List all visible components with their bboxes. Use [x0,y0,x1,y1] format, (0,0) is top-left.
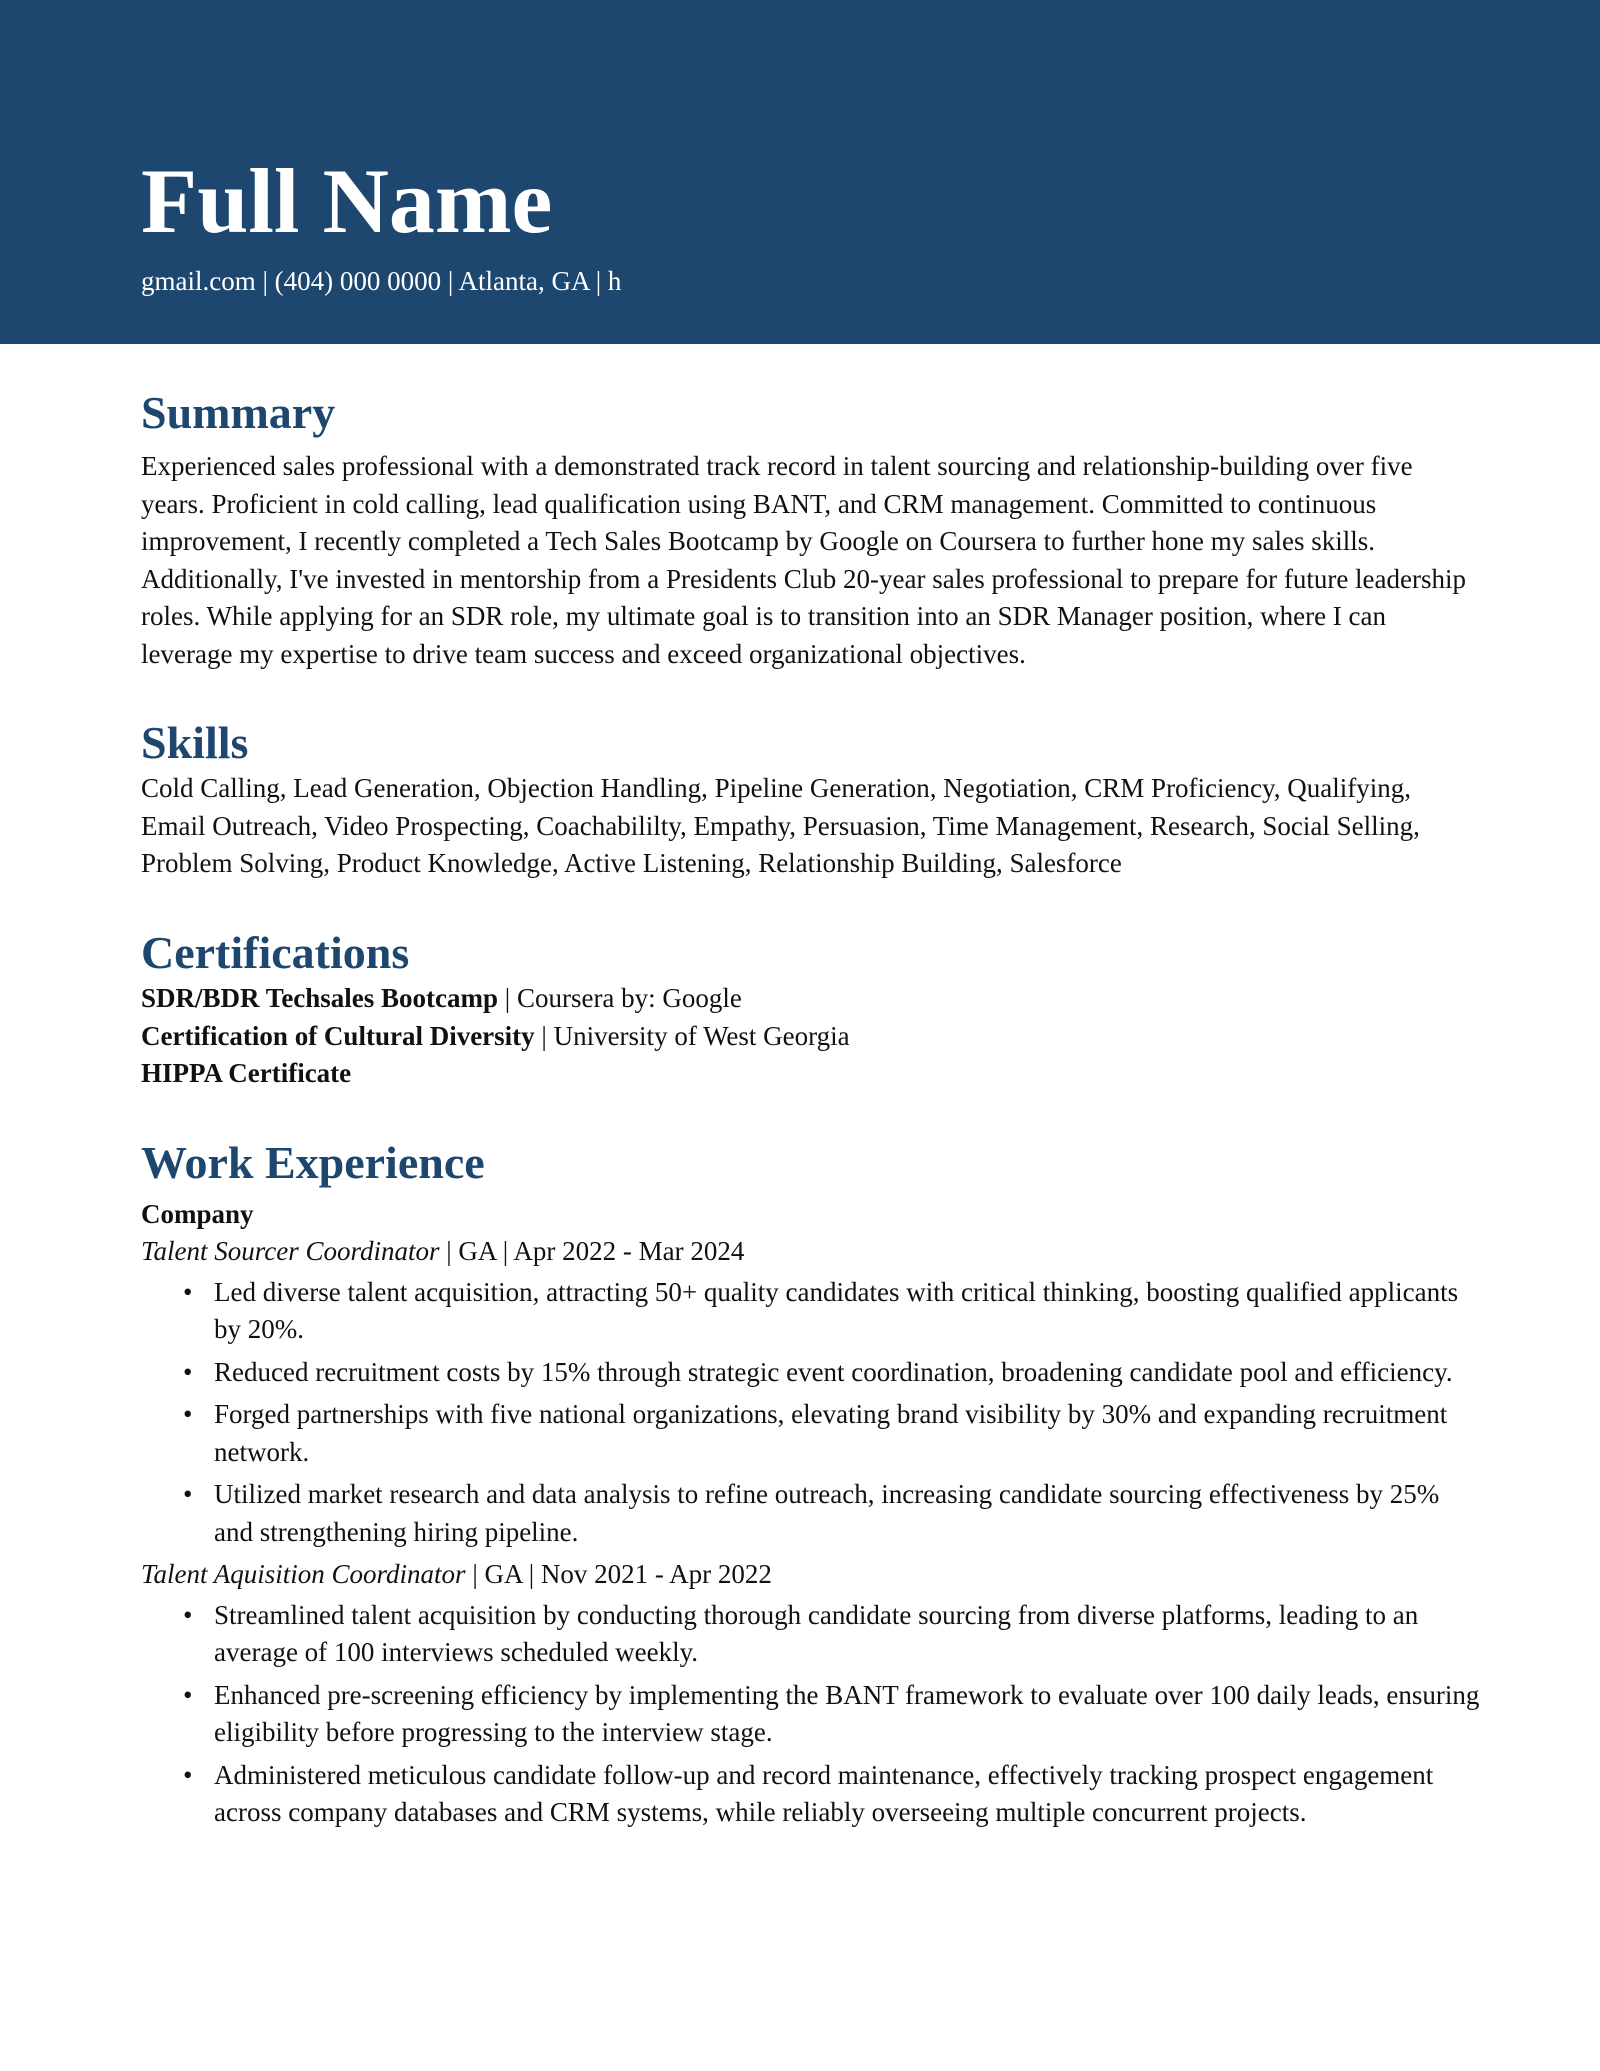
bullet-item [141,1757,1481,1832]
skills-section [141,715,1481,883]
role-bullets [141,1274,1481,1552]
bullet-text: Forged partnerships with five national organizations, elevating brand visibility by 30% and expanding recruitment network. [214,1399,1448,1467]
certification-name: SDR/BDR Techsales Bootcamp [141,983,499,1014]
certification-name: HIPPA Certificate [141,1058,352,1089]
header-banner [0,0,1600,344]
role-title: Talent Aquisition Coordinator [141,1559,466,1590]
contact-info: gmail.com | (404) 000 0000 | Atlanta, GA | h [141,266,622,296]
role-header [141,1556,1481,1594]
bullet-item [141,1677,1481,1752]
role-bullets [141,1597,1481,1832]
role-header [141,1233,1481,1271]
summary-heading: Summary [141,387,336,438]
bullet-item [141,1274,1481,1349]
certification-issuer: | Coursera by: Google [498,983,742,1014]
certifications-section [141,925,1481,1093]
certification-name: Certification of Cultural Diversity [141,1020,535,1051]
skills-text: Cold Calling, Lead Generation, Objection Handling, Pipeline Generation, Negotiation, CRM Proficiency, Qualifying, Email Outreach, Video Prospecting, Coachabililty, Empathy, Persuasion, Time Management, Research, Social Selling, Problem Solving, Product Knowledge, Active Listening, Relationship Building, Salesforce [141,773,1420,879]
bullet-icon: • [183,1759,193,1790]
skills-heading: Skills [141,717,249,769]
role-details: | GA | Nov 2021 - Apr 2022 [465,1559,772,1590]
bullet-icon: • [183,1356,193,1387]
certification-item [141,1018,1481,1056]
full-name: Full Name [141,150,553,252]
certification-item [141,980,1481,1018]
resume-body [141,385,1481,1837]
bullet-icon: • [183,1399,193,1430]
company-name: Company [141,1198,254,1229]
bullet-text: Utilized market research and data analysis to refine outreach, increasing candidate sourcing effectiveness by 25% and strengthening hiring pipeline. [214,1479,1440,1547]
certification-item [141,1055,1481,1093]
bullet-text: Streamlined talent acquisition by conducting thorough candidate sourcing from diverse platforms, leading to an average of 100 interviews scheduled weekly. [214,1599,1419,1668]
bullet-item [141,1354,1481,1392]
certifications-heading: Certifications [141,926,410,978]
bullet-icon: • [183,1479,193,1510]
work-experience-section [141,1135,1481,1832]
bullet-text: Enhanced pre-screening efficiency by implementing the BANT framework to evaluate over 100 daily leads, ensuring eligibility before progressing to the interview stage. [214,1679,1480,1748]
bullet-item [141,1396,1481,1471]
bullet-icon: • [183,1599,193,1630]
bullet-text: Administered meticulous candidate follow-up and record maintenance, effectively tracking prospect engagement across company databases and CRM systems, while reliably overseeing multiple concurrent projects. [214,1759,1434,1828]
summary-text: Experienced sales professional with a demonstrated track record in talent sourcing and relationship-building over five years. Proficient in cold calling, lead qualification using BANT, and CRM management. Committed to continuous improvement, I recently completed a Tech Sales Bootcamp by Google on Coursera to further hone my sales skills. Additionally, I've invested in mentorship from a Presidents Club 20-year sales professional to prepare for future leadership roles. While applying for an SDR role, my ultimate goal is to transition into an SDR Manager position, where I can leverage my expertise to drive team success and exceed organizational objectives. [141,451,1467,669]
bullet-text: Reduced recruitment costs by 15% through strategic event coordination, broadening candidate pool and efficiency. [214,1356,1453,1387]
certification-issuer: | University of West Georgia [534,1020,850,1051]
summary-section [141,385,1481,673]
role-details: | GA | Apr 2022 - Mar 2024 [439,1236,745,1267]
bullet-item [141,1476,1481,1551]
bullet-icon: • [183,1276,193,1307]
bullet-text: Led diverse talent acquisition, attracting 50+ quality candidates with critical thinking, boosting qualified applicants by 20%. [214,1276,1459,1345]
bullet-item [141,1597,1481,1672]
role-title: Talent Sourcer Coordinator [141,1236,440,1267]
bullet-icon: • [183,1679,193,1710]
work-experience-heading: Work Experience [141,1136,485,1188]
